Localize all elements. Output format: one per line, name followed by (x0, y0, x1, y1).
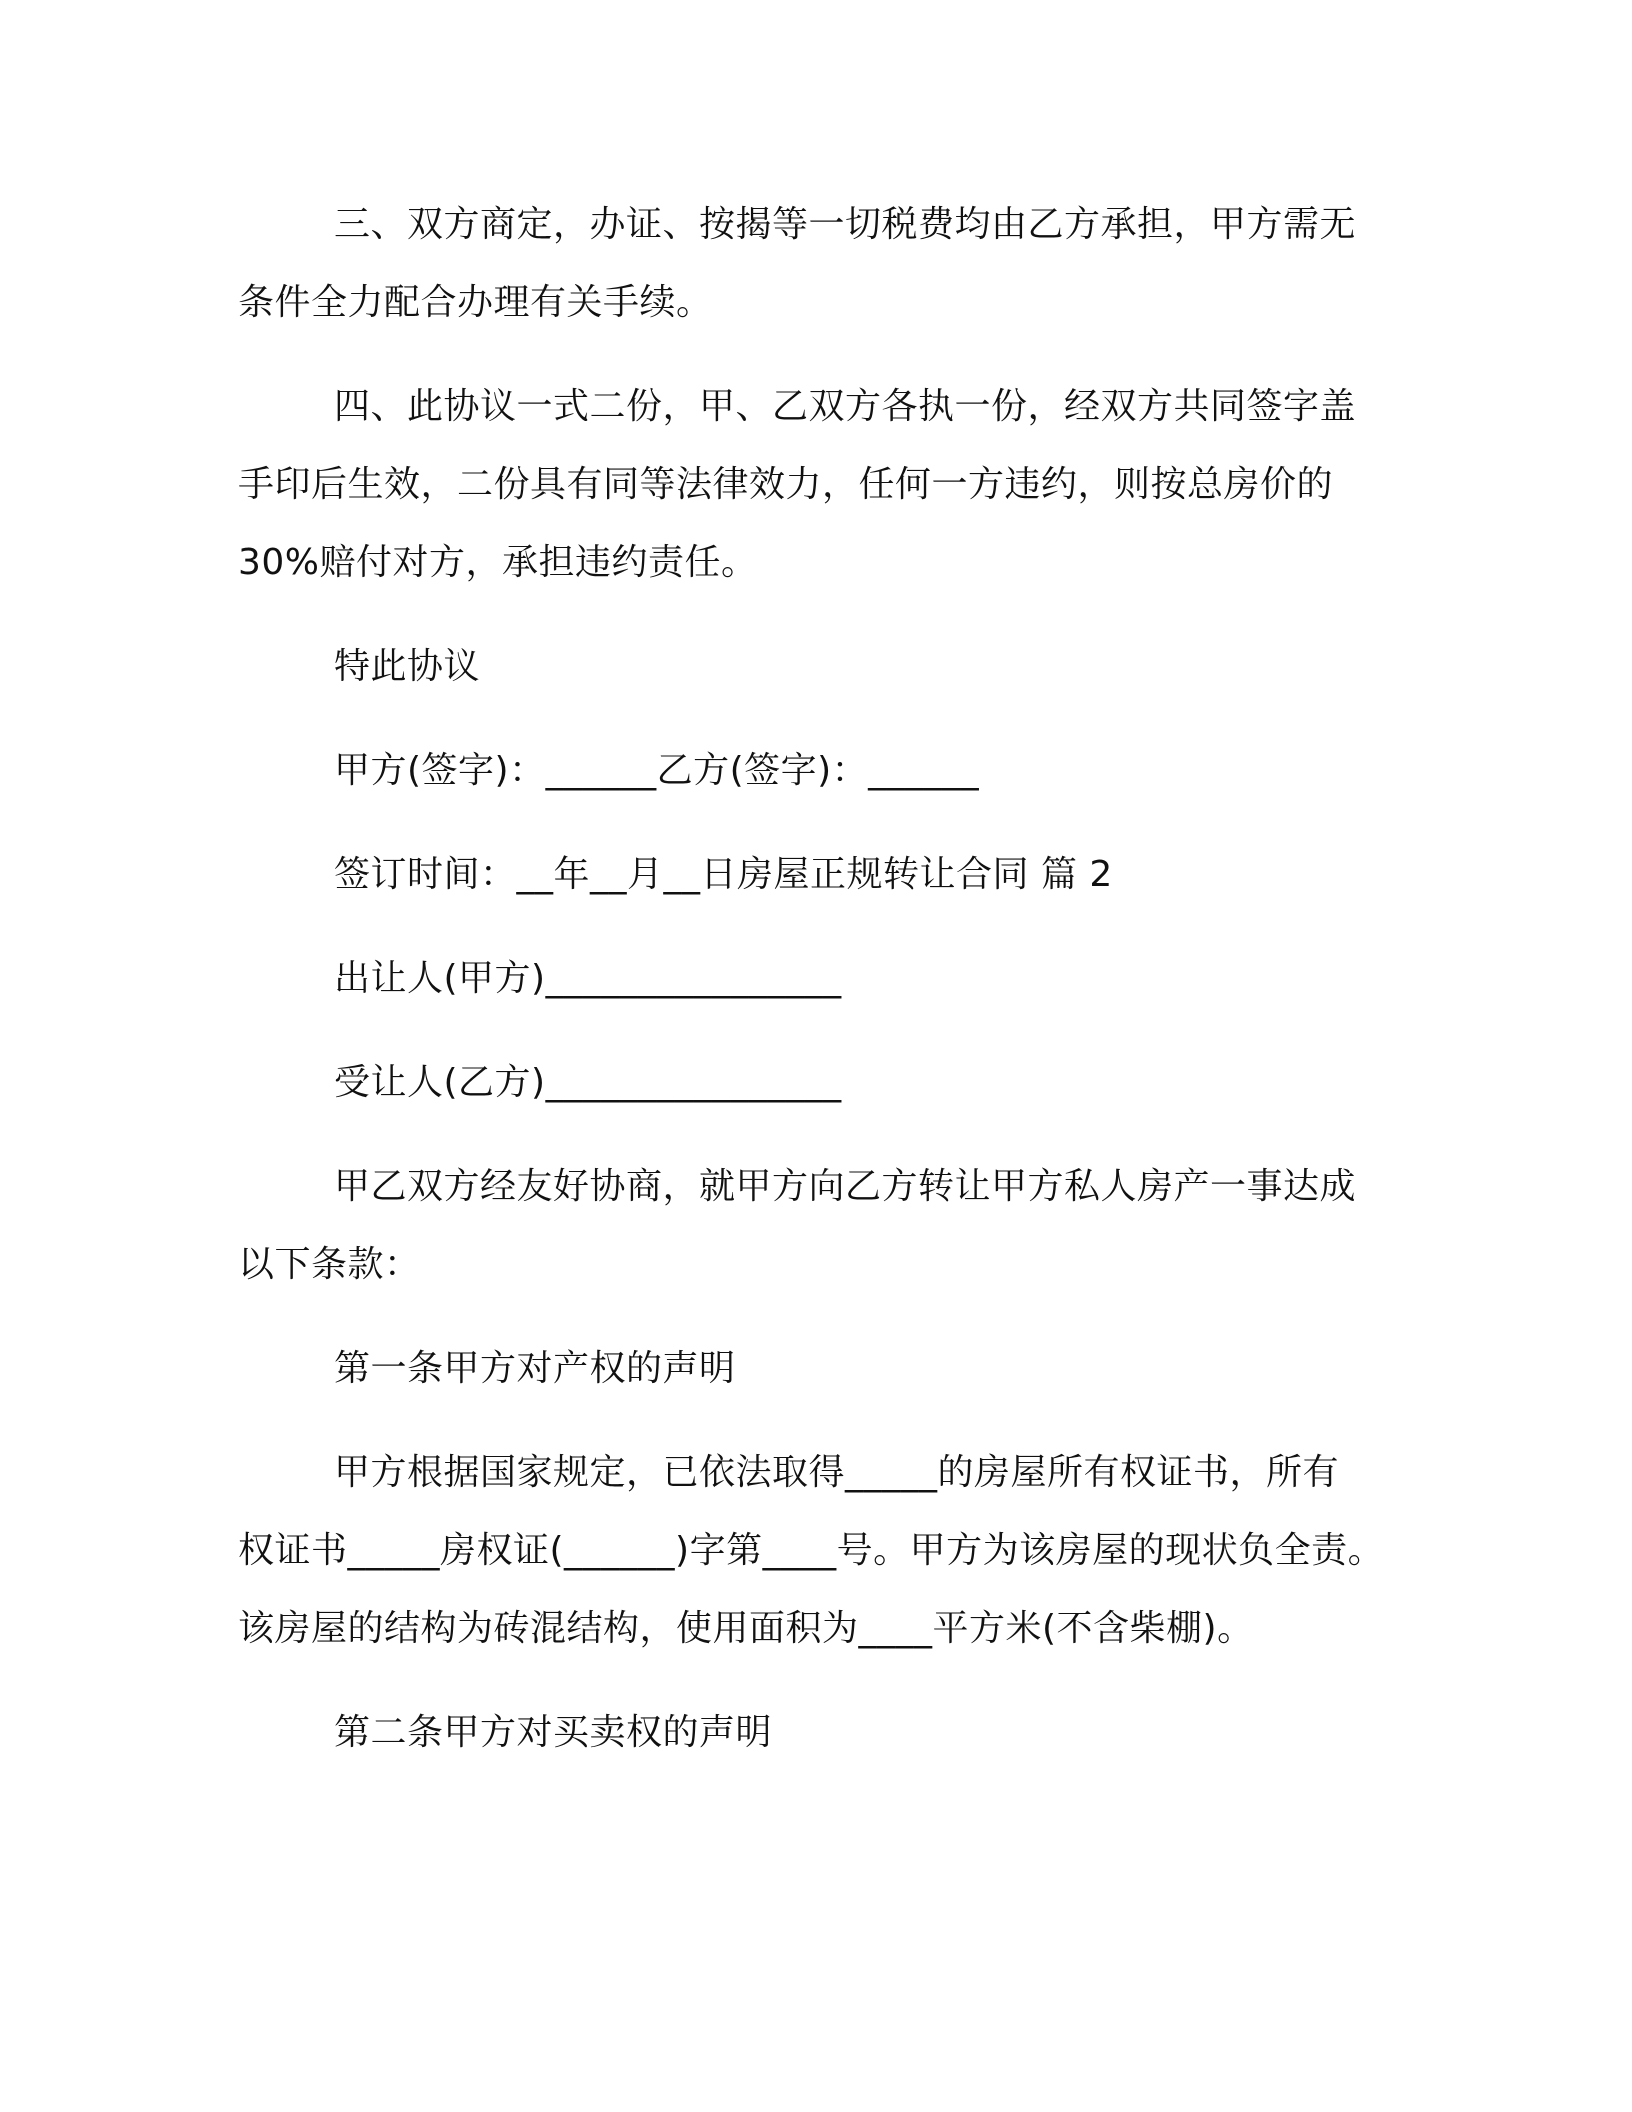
document-body (238, 186, 1398, 1798)
signing-date-and-heading (238, 836, 1398, 914)
text-line: 条件全力配合办理有关手续。 (238, 282, 713, 323)
text-line: 签订时间：__年__月__日房屋正规转让合同 篇 2 (334, 854, 1113, 895)
text-line: 权证书_____房权证(______)字第____号。甲方为该房屋的现状负全责。 (238, 1530, 1385, 1571)
text-line: 出让人(甲方)________________ (334, 958, 842, 999)
text-line: 手印后生效，二份具有同等法律效力，任何一方违约，则按总房价的 (238, 464, 1334, 505)
text-line: 四、此协议一式二份，甲、乙双方各执一份，经双方共同签字盖 (334, 386, 1357, 427)
article-one-title (238, 1330, 1398, 1408)
transferor-line (238, 940, 1398, 1018)
clause-four (238, 368, 1398, 602)
article-one-body (238, 1434, 1398, 1668)
text-line: 第二条甲方对买卖权的声明 (334, 1712, 773, 1753)
text-line: 三、双方商定，办证、按揭等一切税费均由乙方承担，甲方需无 (334, 204, 1357, 245)
closing-statement (238, 628, 1398, 706)
text-line: 该房屋的结构为砖混结构，使用面积为____平方米(不含柴棚)。 (238, 1608, 1254, 1649)
text-line: 特此协议 (334, 646, 481, 687)
text-line: 甲方根据国家规定，已依法取得_____的房屋所有权证书，所有 (334, 1452, 1340, 1493)
preamble (238, 1148, 1398, 1304)
signature-line (238, 732, 1398, 810)
text-line: 甲方(签字)：______乙方(签字)：______ (334, 750, 980, 791)
text-line: 甲乙双方经友好协商，就甲方向乙方转让甲方私人房产一事达成 (334, 1166, 1357, 1207)
article-two-title (238, 1694, 1398, 1772)
text-line: 30%赔付对方，承担违约责任。 (238, 542, 758, 583)
text-line: 受让人(乙方)________________ (334, 1062, 842, 1103)
text-line: 以下条款： (238, 1244, 421, 1285)
clause-three (238, 186, 1398, 342)
transferee-line (238, 1044, 1398, 1122)
text-line: 第一条甲方对产权的声明 (334, 1348, 736, 1389)
